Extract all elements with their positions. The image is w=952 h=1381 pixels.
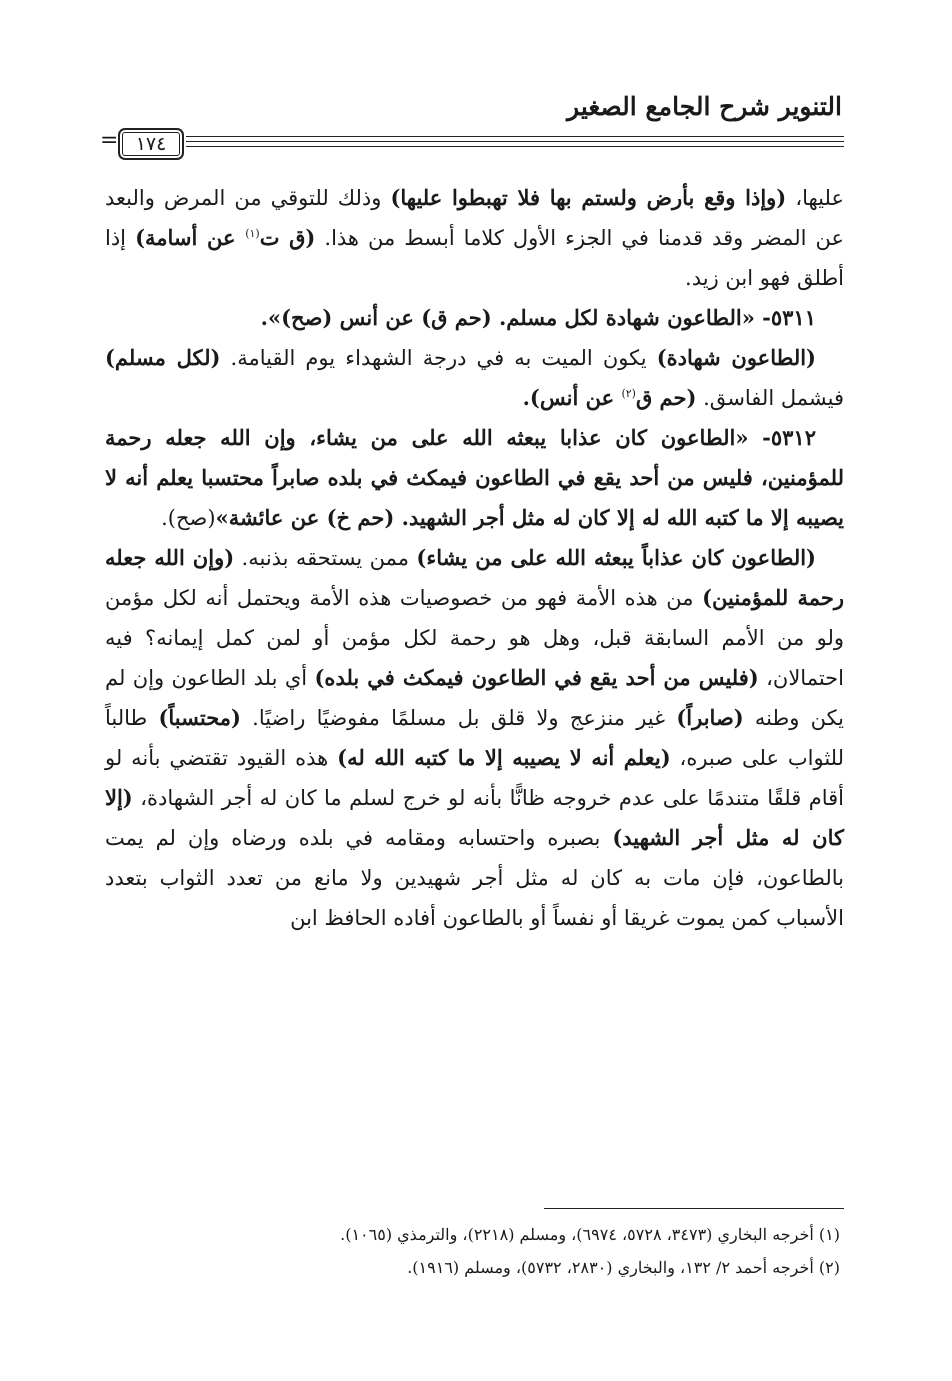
footnote-ref-2[interactable]: (٢)	[621, 387, 636, 400]
footnote-1: (١) أخرجه البخاري (٣٤٧٣، ٥٧٢٨، ٦٩٧٤)، ومسلم (٢٢١٨)، والترمذي (١٠٦٥).	[340, 1225, 840, 1244]
source-run: عن أنس).	[522, 385, 622, 410]
quote-run: (الطاعون كان عذاباً يبعثه الله على من يشاء)	[416, 545, 816, 570]
text-run: ممن يستحقه بذنبه.	[234, 546, 417, 570]
quote-run: (إلا كان له مثل أجر الشهيد)	[105, 785, 844, 850]
source-run: (ق ت	[259, 225, 316, 250]
text-run: هذه القيود تقتضي بأنه لو أقام قلقًا متندمًا على عدم خروجه ظانًّا بأنه لو خرج لسلم ما كان له أجر الشهادة،	[105, 746, 844, 810]
quote-run: (صابراً)	[676, 705, 744, 730]
paragraph-1	[105, 178, 844, 298]
quote-run: (الطاعون شهادة)	[656, 345, 816, 370]
page-number: ١٧٤	[118, 128, 184, 160]
footnote-divider	[544, 1208, 844, 1209]
footnote-ref-1[interactable]: (١)	[245, 227, 260, 240]
quote-run: (وإن الله جعله رحمة للمؤمنين)	[105, 545, 844, 610]
source-run: (حم ق	[635, 385, 697, 410]
running-title: التنوير شرح الجامع الصغير	[567, 92, 842, 121]
text-run: عليها،	[786, 186, 844, 210]
quote-run: (لكل مسلم)	[105, 345, 221, 370]
header-rule-line	[186, 136, 844, 137]
header-rule-line	[186, 146, 844, 147]
hadith-text: ٥٣١١- «الطاعون شهادة لكل مسلم. (حم ق) عن أنس (صح)».	[260, 305, 816, 330]
quote-run: (وإذا وقع بأرض ولستم بها فلا تهبطوا عليها)	[390, 185, 787, 210]
quote-run: (فليس من أحد يقع في الطاعون فيمكث في بلده)	[314, 665, 759, 690]
text-run: وذلك للتوقي من المرض والبعد عن المضر وقد قدمنا في الجزء الأول كلاما أبسط من هذا.	[105, 186, 844, 250]
body-text	[105, 178, 844, 938]
text-run: غير منزعج ولا قلق بل مسلمًا مفوضيًا راضيًا.	[240, 706, 677, 730]
text-run: يكون الميت به في درجة الشهداء يوم القيامة.	[220, 346, 657, 370]
footnote-2: (٢) أخرجه أحمد ٢/ ١٣٢، والبخاري (٢٨٣٠، ٥٧٣٢)، ومسلم (١٩١٦).	[407, 1258, 840, 1277]
text-run: طالباً للثواب على صبره،	[105, 706, 845, 770]
hadith-text: ٥٣١٢- «الطاعون كان عذابا يبعثه الله على من يشاء، وإن الله جعله رحمة للمؤمنين، فليس من أحد يقع في الطاعون فيمكث في بلده صابراً محتسبا يعلم أنه لا يصيبه إلا ما كتبه الله له إلا كان له مثل أجر الشهيد. (حم خ) عن عائشة»	[105, 425, 844, 530]
text-run: بصبره واحتسابه ومقامه في بلده ورضاه وإن لم يمت بالطاعون، فإن مات به كان له مثل أجر شهيدين ولا مانع من تعدد الثواب بتعدد الأسباب كمن يموت غريقا أو نفساً أو بالطاعون أفاده الحافظ ابن	[105, 826, 844, 930]
header-rule	[100, 128, 844, 158]
page-number-mark: =	[100, 128, 119, 153]
paragraph-5	[105, 538, 844, 938]
hadith-5311	[105, 298, 844, 338]
text-run: فيشمل الفاسق.	[696, 386, 844, 410]
text-run: من هذه الأمة فهو من خصوصيات هذه الأمة ويحتمل أنه لكل مؤمن ولو من الأمم السابقة قبل، وهل هو رحمة لكل مؤمن أو لمن كمل إيمانه؟ فيه احتمالان،	[105, 586, 844, 690]
hadith-5312	[105, 418, 844, 538]
footnotes	[105, 1218, 844, 1284]
quote-run: (يعلم أنه لا يصيبه إلا ما كتبه الله له)	[337, 745, 671, 770]
header-rule-line	[186, 141, 844, 142]
paragraph-3	[105, 338, 844, 418]
quote-run: (محتسباً)	[158, 705, 241, 730]
grade-run: (صح).	[161, 506, 216, 530]
text-run: إذا أطلق فهو ابن زيد.	[105, 226, 844, 290]
source-run: عن أسامة)	[135, 225, 246, 250]
text-run: أي بلد الطاعون وإن لم يكن وطنه	[105, 666, 845, 730]
